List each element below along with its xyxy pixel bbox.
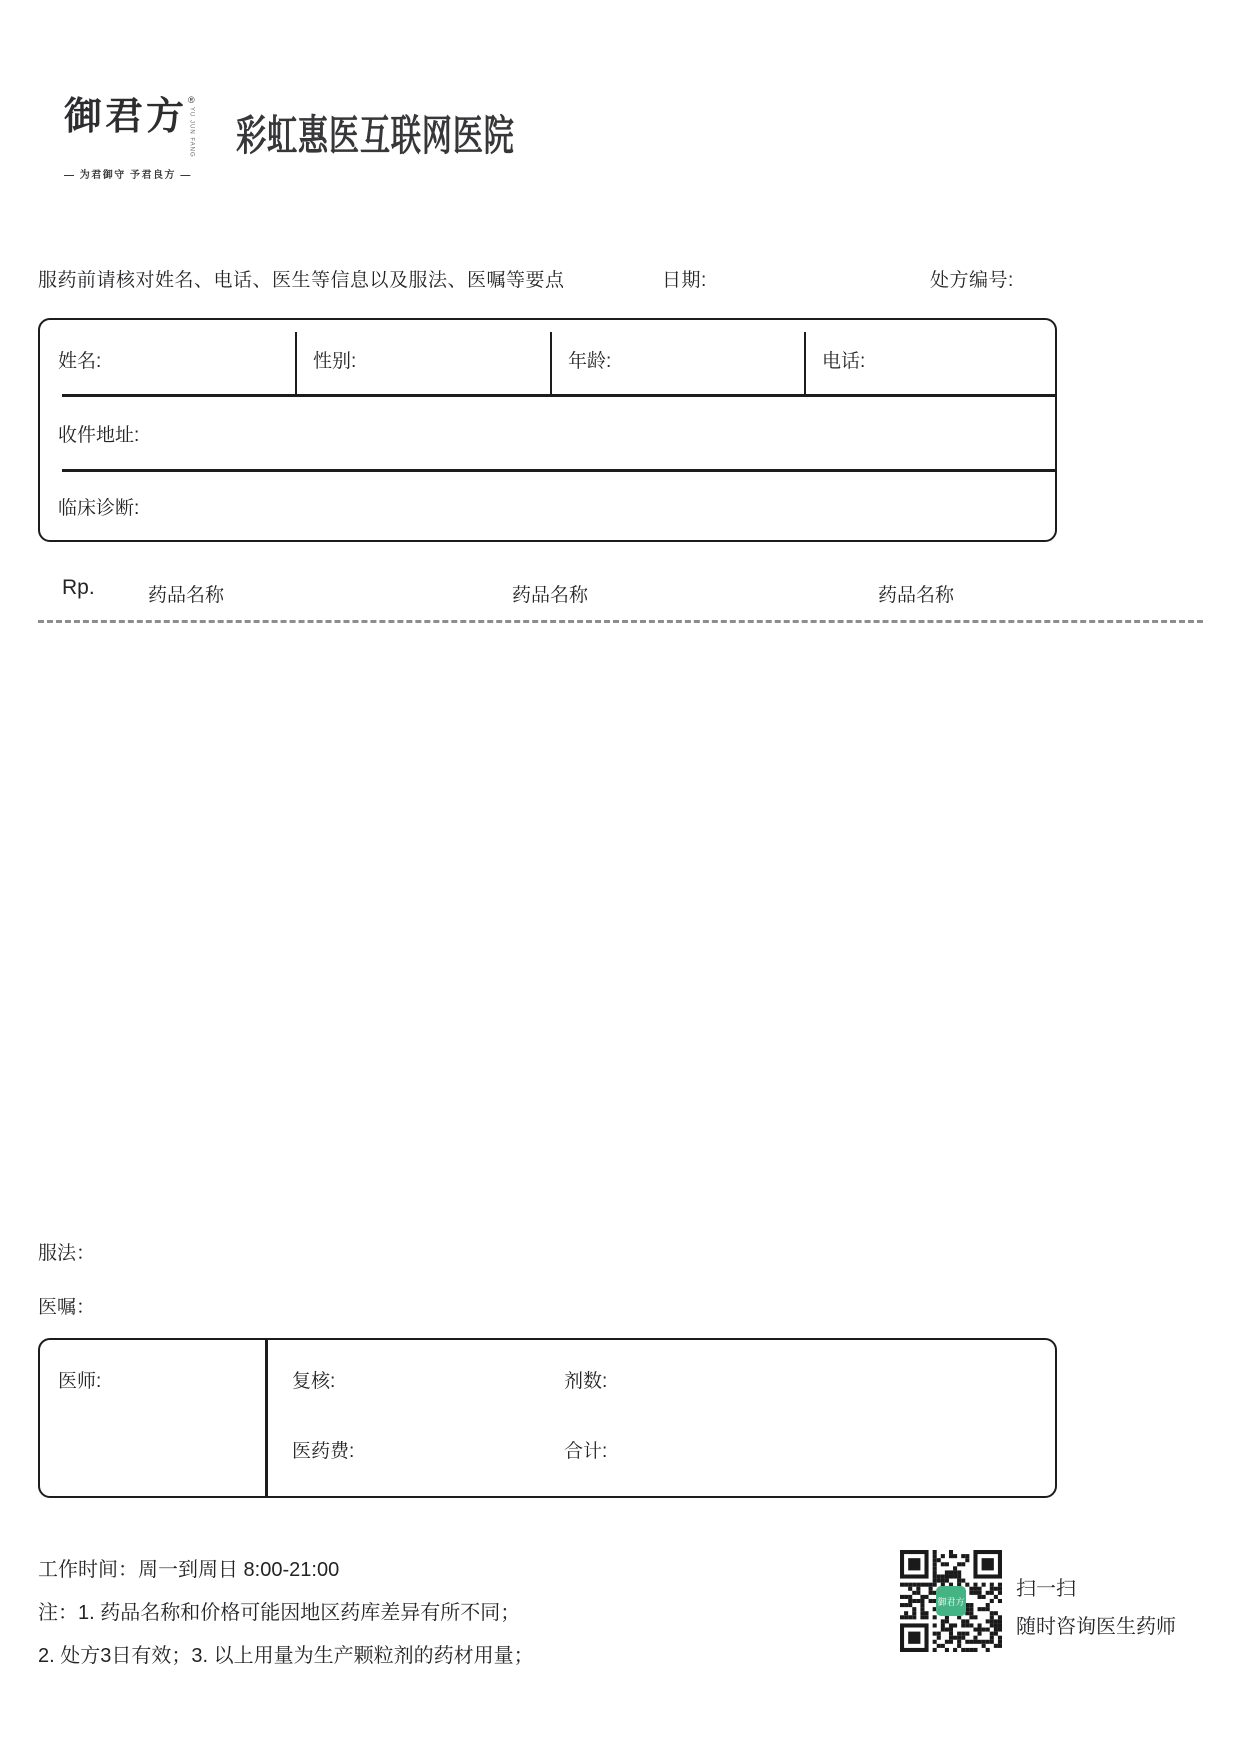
rp-label: Rp. — [62, 576, 95, 599]
address-label: 收件地址: — [58, 425, 140, 446]
total-label: 合计: — [564, 1441, 608, 1462]
patient-info-box — [38, 318, 1057, 542]
divider-line — [62, 469, 1055, 472]
registered-mark-icon: ® — [188, 95, 195, 105]
usage-method-label: 服法： — [38, 1243, 96, 1264]
brand-logo — [64, 93, 195, 181]
physician-label: 医师: — [58, 1371, 102, 1392]
brand-logo-pinyin: YU JUN FANG — [188, 107, 195, 158]
divider-line — [550, 332, 552, 394]
doctor-advice-label: 医嘱： — [38, 1297, 96, 1318]
divider-line — [804, 332, 806, 394]
brand-tagline: — 为君御守 予君良方 — — [64, 169, 192, 181]
divider-line — [62, 394, 1055, 397]
divider-line — [295, 332, 297, 394]
diagnosis-label: 临床诊断: — [58, 498, 140, 519]
dose-count-label: 剂数: — [564, 1371, 608, 1392]
drug-column-header: 药品名称 — [512, 585, 589, 606]
gender-label: 性别: — [313, 351, 357, 372]
age-label: 年龄: — [568, 351, 612, 372]
brand-logo-text: 御君方 — [64, 93, 188, 138]
medicine-fee-label: 医药费: — [292, 1441, 355, 1462]
signoff-box — [38, 1338, 1057, 1498]
note-line-1: 注：1. 药品名称和价格可能因地区药库差异有所不同； — [38, 1602, 521, 1624]
note-line-2: 2. 处方3日有效；3. 以上用量为生产颗粒剂的药材用量； — [38, 1645, 534, 1667]
qr-code — [900, 1550, 1002, 1652]
prescription-no-label: 处方编号: — [930, 270, 1014, 291]
scan-prompt-subtitle: 随时咨询医生药师 — [1016, 1616, 1176, 1638]
dashed-separator-line — [38, 620, 1203, 623]
qr-center-badge: 御君方 — [936, 1586, 966, 1616]
divider-line — [265, 1340, 268, 1496]
phone-label: 电话: — [822, 351, 866, 372]
date-label: 日期: — [662, 270, 707, 291]
working-hours-text: 工作时间：周一到周日 8:00-21:00 — [38, 1559, 340, 1581]
name-label: 姓名: — [58, 351, 102, 372]
drug-column-header: 药品名称 — [878, 585, 955, 606]
hospital-name: 彩虹惠医互联网医院 — [236, 112, 515, 159]
drug-column-header: 药品名称 — [148, 585, 225, 606]
check-reminder-text: 服药前请核对姓名、电话、医生等信息以及服法、医嘱等要点 — [38, 270, 565, 291]
review-label: 复核: — [292, 1371, 336, 1392]
scan-prompt-title: 扫一扫 — [1016, 1578, 1076, 1600]
